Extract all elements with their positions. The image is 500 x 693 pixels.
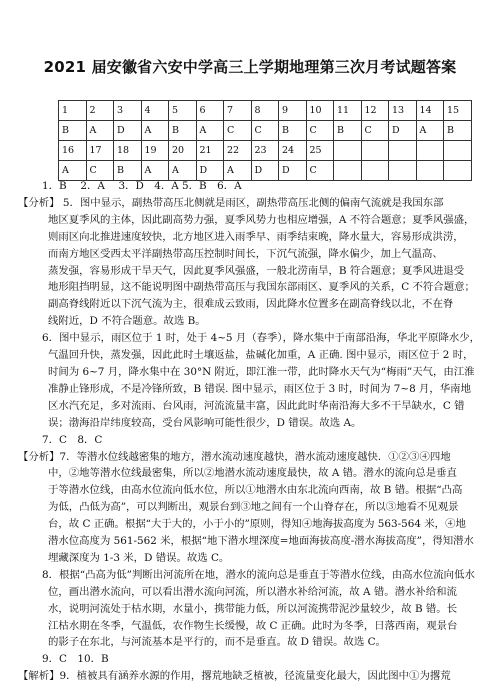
answer-letter-cell: A: [196, 121, 224, 141]
explanation-line: 【解析】9．植被具有涵养水源的作用，撂荒地缺乏植被，径流量变化最大，因此图中①为撂荒: [18, 670, 451, 683]
answer-letter-cell: C: [306, 121, 334, 141]
answer-letter-cell: B: [444, 121, 472, 141]
answer-letter-cell: D: [251, 161, 279, 181]
explanation-line: 潜水位高度为 561-562 米，根据“地下潜水埋深度=地面海拔高度-潜水海拔高度”，得知潜水: [48, 535, 474, 548]
question-number-cell: 6: [196, 101, 224, 121]
question-number-cell: 15: [444, 101, 472, 121]
answer-letter-cell: A: [86, 121, 114, 141]
question-number-cell: 18: [114, 141, 142, 161]
explanation-line: 6．图中显示，雨区位于 1 时，处于 4~5 月（春季），降水集中于南部沿海，华北平原降水少，: [42, 332, 481, 345]
explanation-line: 区水汽充足，多对流雨、台风雨，河流流量丰富，因此此时华南沿海大多不干旱缺水，C 错: [48, 399, 465, 412]
answer-letter-cell: C: [224, 121, 252, 141]
page-title: 2021 届安徽省六安中学高三上学期地理第三次月考试题答案: [43, 58, 457, 76]
answer-letter-cell: A: [141, 121, 169, 141]
answer-table-row: [59, 121, 472, 141]
question-number-cell: 22: [224, 141, 252, 161]
answer-letter-cell: C: [306, 161, 334, 181]
explanation-line: 中，②地等潜水位线最密集，所以②地潜水流动速度最快，故 A 错。潜水的流向总是垂直: [48, 467, 457, 480]
answer-letter-cell: A: [224, 161, 252, 181]
explanation-line: 水，说明河流处于枯水期，水量小，携带能力低，所以河流携带泥沙量较少，故 B 错。长: [48, 602, 458, 615]
answer-letter-cell: B: [59, 121, 87, 141]
question-number-cell: 13: [389, 101, 417, 121]
question-number-cell: 9: [279, 101, 307, 121]
answer-letter-cell: B: [169, 121, 197, 141]
question-number-cell: 21: [196, 141, 224, 161]
explanation-line: 时间为 6~7 月，降水集中在 30°N 附近，即江淮一带，此时降水天气为“梅雨”天气，由江淮: [48, 365, 475, 378]
explanation-line: 【分析】 5．图中显示，副热带高压北侧就是雨区，副热带高压北侧的偏南气流就是我国东部: [18, 196, 444, 209]
explanation-line: 副高脊线附近以下沉气流为主，很难成云致雨，因此降水位置多在副高脊线以北，不在脊: [48, 298, 454, 311]
answer-letter-cell: A: [59, 161, 87, 181]
answer-letter-cell: B: [114, 161, 142, 181]
answer-table-row: [59, 141, 472, 161]
question-number-cell: [361, 141, 389, 161]
answer-letter-cell: A: [141, 161, 169, 181]
question-number-cell: 1: [59, 101, 87, 121]
explanation-line: 地区夏季风的主体，因此副高势力强，夏季风势力也相应增强，A 不符合题意；夏季风强盛，: [48, 213, 475, 226]
question-number-cell: 11: [334, 101, 362, 121]
answer-letter-cell: D: [196, 161, 224, 181]
explanation-line: 地形阻挡明显，这不能说明图中副热带高压与我国东部雨区、夏季风的关系，C 不符合题意；: [48, 281, 475, 294]
question-number-cell: [334, 141, 362, 161]
answer-table: [58, 100, 472, 181]
question-number-cell: [389, 141, 417, 161]
explanation-line: 则雨区向北推进速度较快，北方地区进入雨季早、雨季结束晚，降水量大，容易形成洪涝，: [48, 230, 464, 243]
answer-line: 9．C 10．B: [42, 653, 109, 666]
question-number-cell: [416, 141, 444, 161]
question-number-cell: 5: [169, 101, 197, 121]
question-number-cell: 12: [361, 101, 389, 121]
answer-letter-cell: B: [279, 121, 307, 141]
question-number-cell: 4: [141, 101, 169, 121]
explanation-line: 线附近，D 不符合题意。故选 B。: [48, 315, 206, 328]
explanation-line: 气温回升快，蒸发强，因此此时土壤返盐，盐碱化加重，A 正确. 图中显示，雨区位于 2 时，: [48, 349, 474, 362]
explanation-line: 8．根据“凸高为低”判断出河流所在地，潜水的流向总是垂直于等潜水位线，由高水位流向低水: [42, 568, 475, 581]
explanation-line: 误；渤海沿岸纬度较高，受台风影响可能性很少，D 错误。故选 A。: [48, 416, 362, 429]
question-number-cell: 20: [169, 141, 197, 161]
answer-line: 1．B 2．A 3．D 4．A 5．B 6．A: [42, 180, 242, 192]
answer-letter-cell: C: [86, 161, 114, 181]
question-number-cell: 2: [86, 101, 114, 121]
question-number-cell: 16: [59, 141, 87, 161]
explanation-line: 位，画出潜水流向，可以看出潜水流向河流，所以潜水补给河流，故 A 错。潜水补给和流: [48, 585, 457, 598]
explanation-line: 【分析】7．等潜水位线越密集的地方，潜水流动速度越快，潜水流动速度越快．①②③④四地: [18, 450, 451, 463]
question-number-cell: 17: [86, 141, 114, 161]
question-number-cell: 25: [306, 141, 334, 161]
answer-letter-cell: D: [114, 121, 142, 141]
question-number-cell: 10: [306, 101, 334, 121]
explanation-line: 而南方地区受西太平洋副热带高压控制时间长，下沉气流强，降水偏少，加上气温高、: [48, 247, 443, 260]
answer-letter-cell: D: [389, 121, 417, 141]
question-number-cell: 14: [416, 101, 444, 121]
explanation-line: 埋藏深度为 1-3 米，D 错误。故选 C。: [48, 551, 230, 564]
answer-letter-cell: A: [169, 161, 197, 181]
explanation-line: 的影子在东北，与河流基本是平行的，而不是垂直。故 D 错误。故选 C。: [48, 636, 386, 649]
answer-letter-cell: D: [279, 161, 307, 181]
answer-letter-cell: A: [416, 121, 444, 141]
answer-explanations: [18, 178, 484, 685]
answer-table-row: [59, 101, 472, 121]
question-number-cell: 23: [251, 141, 279, 161]
answer-letter-cell: B: [334, 121, 362, 141]
question-number-cell: 24: [279, 141, 307, 161]
question-number-cell: 7: [224, 101, 252, 121]
question-number-cell: 3: [114, 101, 142, 121]
explanation-line: 准静止锋形成，不是冷锋所致，B 错误. 图中显示，雨区位于 3 时，时间为 7~8 月，华南地: [48, 382, 471, 395]
explanation-line: 于等潜水位线，由高水位流向低水位，所以①地潜水由东北流向西南，故 B 错。根据“凸高: [48, 484, 463, 497]
explanation-line: 江枯水期在冬季，气温低，农作物生长缓慢，故 C 正确。此时为冬季，日落西南，观景台: [48, 619, 458, 632]
explanation-line: 台，故 C 正确。根据“大于大的，小于小的”原则，得知④地海拔高度为 563-564 米，④地: [48, 518, 466, 531]
explanation-line: 蒸发强，容易形成干旱天气，因此夏季风强盛，一般北涝南旱，B 符合题意；夏季风进退受: [48, 264, 465, 277]
answer-letter-cell: C: [251, 121, 279, 141]
answer-letter-cell: C: [361, 121, 389, 141]
answer-line: 7．C 8．C: [42, 433, 103, 446]
question-number-cell: 8: [251, 101, 279, 121]
explanation-line: 为低，凸低为高”，可以判断出，观景台到③地之间有一个山脊存在，所以③地看不见观景: [48, 501, 459, 514]
question-number-cell: 19: [141, 141, 169, 161]
question-number-cell: [444, 141, 472, 161]
